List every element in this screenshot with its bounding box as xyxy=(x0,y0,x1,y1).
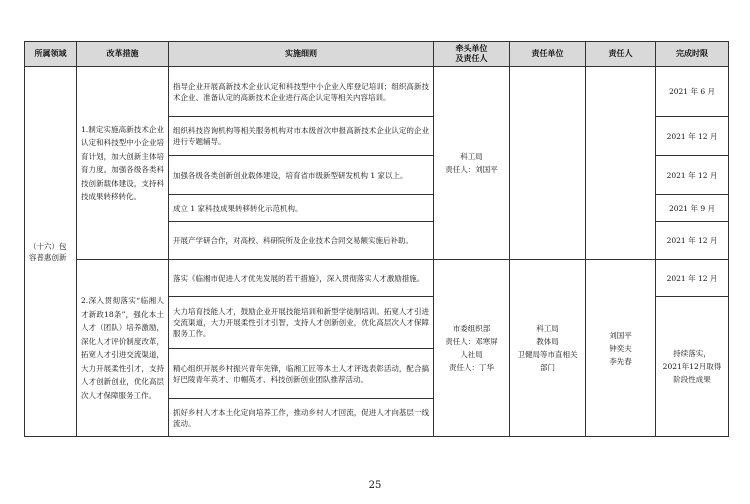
detail-cell: 抓好乡村人才本土化定向培养工作，推动乡村人才回流，促进人才向基层一线流动。 xyxy=(169,399,434,437)
domain-cell: （十六）包容普惠创新 xyxy=(25,67,77,437)
deadline-cell: 2021 年 12 月 xyxy=(656,260,729,297)
detail-cell: 成立 1 家科技成果转移转化示范机构。 xyxy=(169,195,434,222)
table-row xyxy=(25,67,729,117)
detail-cell: 开展产学研合作，对高校、科研院所及企业技术合同交易额实施后补助。 xyxy=(169,222,434,260)
measure-2-cell: 2.深入贯彻落实“临湘人才新政18条”，强化本土人才（团队）培养激励，深化人才评价制度改革，拓宽人才引进交流渠道，大力开展柔性引才，支持人才创新创业，优化高层次人才保障服务工作。 xyxy=(77,260,169,437)
header-responsible-person: 责任人 xyxy=(586,42,656,67)
lead-unit-2-cell: 市委组织部 责任人：邓寒屏 人社局 责任人：丁华 xyxy=(434,260,510,437)
header-responsible-unit: 责任单位 xyxy=(510,42,586,67)
header-detail: 实施细则 xyxy=(169,42,434,67)
responsible-unit-2-cell: 科工局 教体局 卫健局等市直相关部门 xyxy=(510,260,586,437)
deadline-cell: 2021 年 9 月 xyxy=(656,195,729,222)
page-number: 25 xyxy=(368,480,382,491)
responsible-unit-1-cell xyxy=(510,67,586,260)
detail-cell: 组织科技咨询机构等相关服务机构对市本级首次申报高新技术企业认定的企业进行专题辅导。 xyxy=(169,117,434,156)
deadline-cell: 2021 年 12 月 xyxy=(656,117,729,156)
reform-measures-table xyxy=(24,41,729,437)
detail-cell: 指导企业开展高新技术企业认定和科技型中小企业入库登记培训；组织高新技术企业、准备认定的高新技术企业进行高企认定等相关内容培训。 xyxy=(169,67,434,117)
table-header-row xyxy=(25,42,729,67)
detail-cell: 落实《临湘市促进人才优先发展的若干措施》，深入贯彻落实人才激励措施。 xyxy=(169,260,434,297)
deadline-cell: 2021 年 6 月 xyxy=(656,67,729,117)
detail-cell: 大力培育技能人才，鼓励企业开展技能培训和新型学徒制培训。拓宽人才引进交流渠道，大力开展柔性引才引智，支持人才创新创业，优化高层次人才保障服务工作。 xyxy=(169,297,434,349)
table-row xyxy=(25,260,729,297)
header-deadline: 完成时限 xyxy=(656,42,729,67)
header-measure: 改革措施 xyxy=(77,42,169,67)
deadline-group-cell: 持续落实， 2021年12月取得阶段性成果 xyxy=(656,297,729,437)
responsible-person-2-cell: 刘国平 钟奕夫 李先春 xyxy=(586,260,656,437)
responsible-person-1-cell xyxy=(586,67,656,260)
lead-unit-1-cell: 科工局 责任人：刘国平 xyxy=(434,67,510,260)
detail-cell: 精心组织开展乡村振兴青年先锋，临湘工匠等本土人才评选表彰活动，配合搞好巴陵青年英才、巾帼英才、科技创新创业团队推荐活动。 xyxy=(169,349,434,399)
header-lead-unit: 牵头单位 及责任人 xyxy=(434,42,510,67)
deadline-cell: 2021 年 12 月 xyxy=(656,222,729,260)
measure-1-cell: 1.制定实施高新技术企业认定和科技型中小企业培育计划，加大创新主体培育力度。加强各级各类科技创新载体建设，支持科技成果转移转化。 xyxy=(77,67,169,260)
detail-cell: 加强各级各类创新创业载体建设，培育省市级新型研发机构 1 家以上。 xyxy=(169,156,434,195)
header-domain: 所属领域 xyxy=(25,42,77,67)
deadline-cell: 2021 年 12 月 xyxy=(656,156,729,195)
